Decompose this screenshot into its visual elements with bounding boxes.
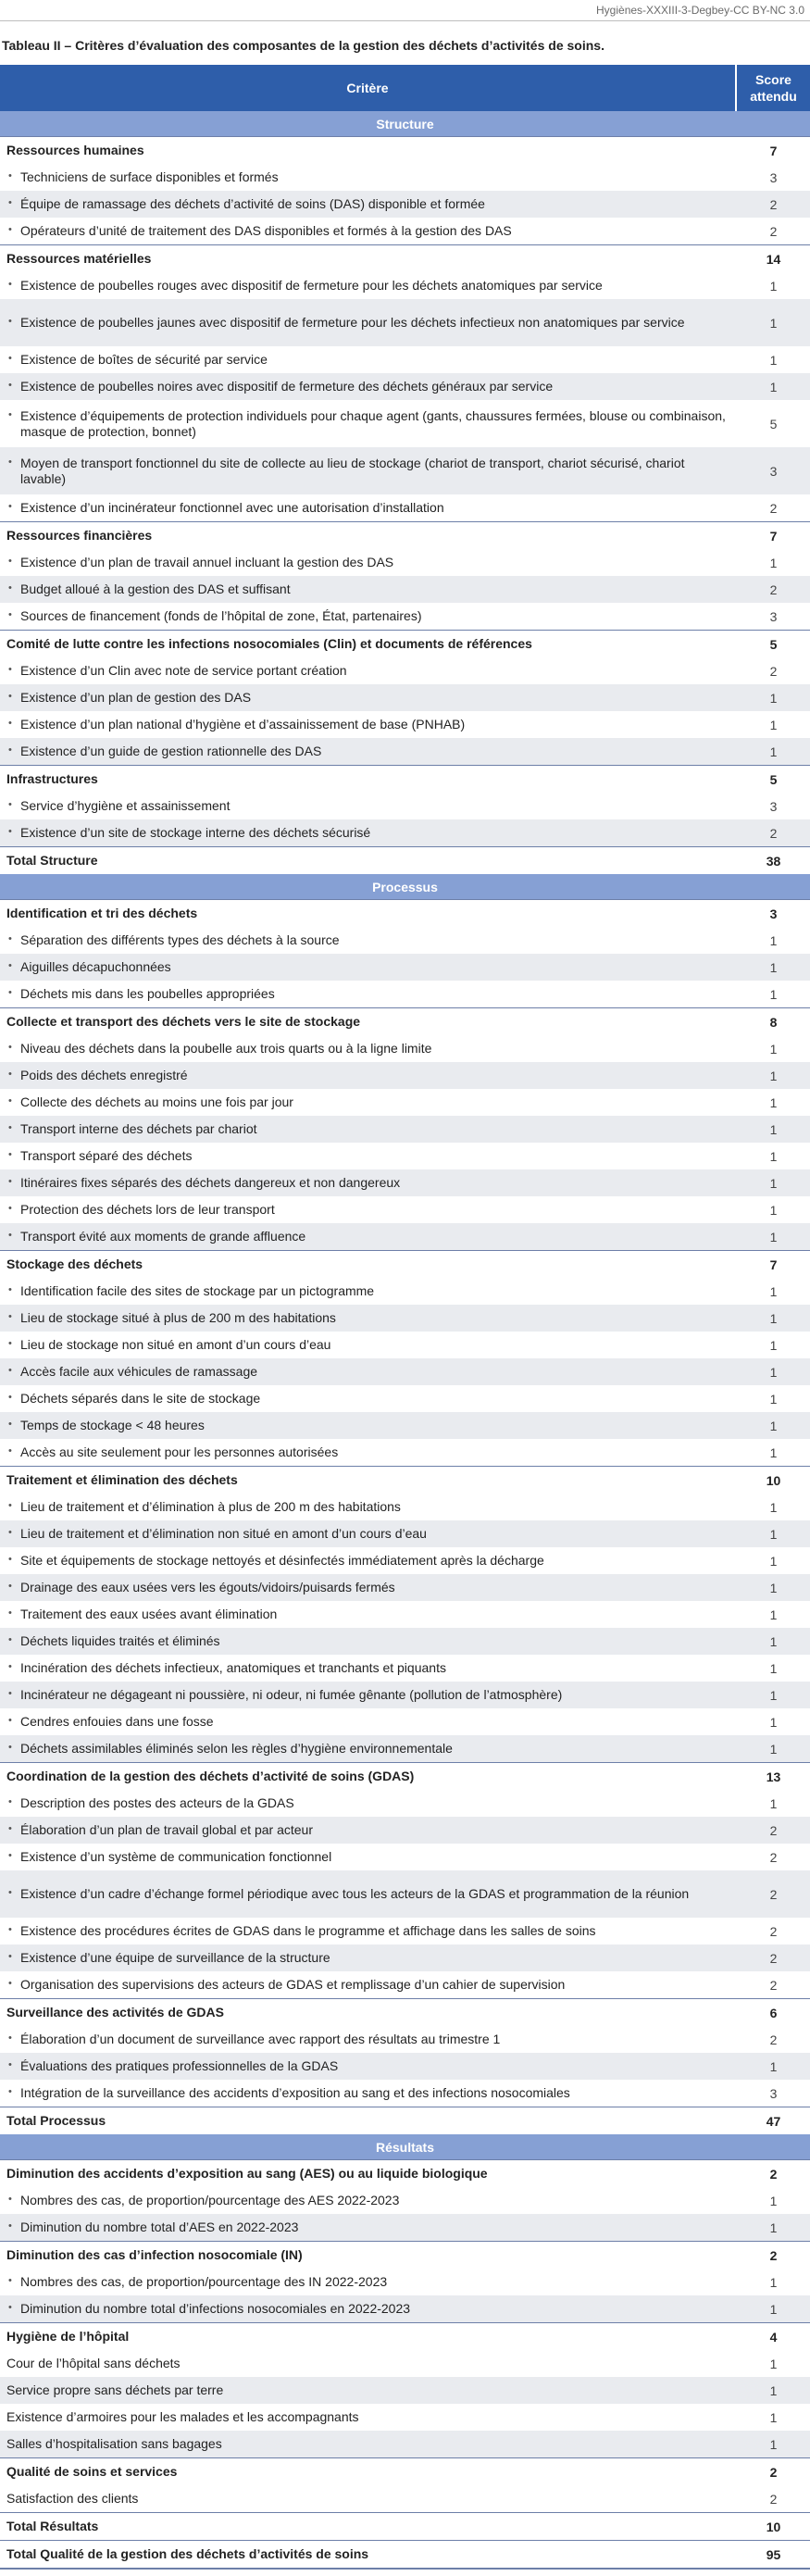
criterion-text: Satisfaction des clients [6, 2491, 139, 2506]
criterion-score: 1 [769, 1526, 778, 1542]
criterion-score: 1 [769, 2409, 778, 2425]
section-total-label: Total Résultats [6, 2519, 99, 2533]
group-name: Qualité de soins et services [6, 2464, 178, 2479]
section-header: Processus [0, 874, 810, 899]
criterion-score: 1 [769, 1283, 778, 1299]
group-row [0, 244, 810, 272]
group-row [0, 1466, 810, 1494]
criterion-text: • Existence d’un Clin avec note de service portant création [0, 660, 737, 682]
criterion-text: • Existence de poubelles noires avec dispositif de fermeture des déchets généraux par service [0, 376, 737, 397]
criterion-score: 1 [769, 1553, 778, 1569]
criterion-row [0, 1494, 810, 1520]
criterion-text: • Lieu de stockage situé à plus de 200 m des habitations [0, 1307, 737, 1329]
criterion-row [0, 1628, 810, 1655]
group-score: 4 [769, 2329, 778, 2345]
section-total-label: Total Structure [6, 853, 98, 868]
criterion-text: • Transport séparé des déchets [0, 1145, 737, 1167]
criterion-score: 1 [769, 2220, 778, 2235]
criterion-text: • Nombres des cas, de proportion/pourcentage des IN 2022-2023 [0, 2271, 737, 2293]
criterion-text: • Niveau des déchets dans la poubelle aux trois quarts ou à la ligne limite [0, 1038, 737, 1059]
criterion-text: • Existence d’un plan national d’hygiène et d’assainissement de base (PNHAB) [0, 714, 737, 735]
criterion-score: 2 [769, 500, 778, 516]
group-score: 2 [769, 2247, 778, 2263]
criterion-score: 2 [769, 825, 778, 841]
group-name: Identification et tri des déchets [6, 906, 198, 920]
criterion-text: • Sources de financement (fonds de l’hôpital de zone, État, partenaires) [0, 606, 737, 627]
criterion-score: 2 [769, 1950, 778, 1966]
group-name: Diminution des cas d’infection nosocomiale (IN) [6, 2247, 303, 2262]
group-row [0, 2322, 810, 2350]
criterion-row [0, 1870, 810, 1918]
criterion-text: • Existence d’un plan de gestion des DAS [0, 687, 737, 708]
criterion-text: • Accès au site seulement pour les personnes autorisées [0, 1442, 737, 1463]
criterion-row [0, 549, 810, 576]
criterion-row [0, 1682, 810, 1708]
criterion-score: 2 [769, 1849, 778, 1865]
group-row [0, 1762, 810, 1790]
criterion-score: 1 [769, 1202, 778, 1218]
group-score: 7 [769, 1257, 778, 1272]
criterion-text: • Incinération des déchets infectieux, anatomiques et tranchants et piquants [0, 1657, 737, 1679]
criterion-row [0, 1143, 810, 1169]
criterion-row [0, 191, 810, 218]
group-row [0, 2457, 810, 2485]
criterion-score: 1 [769, 1148, 778, 1164]
criterion-text: • Description des postes des acteurs de la GDAS [0, 1793, 737, 1814]
section-total-score: 38 [766, 853, 781, 869]
criterion-text: • Collecte des déchets au moins une fois par jour [0, 1092, 737, 1113]
criterion-row [0, 346, 810, 373]
criterion-row [0, 793, 810, 819]
group-score: 5 [769, 771, 778, 787]
criterion-row [0, 400, 810, 447]
criteria-table [0, 65, 810, 2570]
criterion-text: • Identification facile des sites de stockage par un pictogramme [0, 1281, 737, 1302]
criterion-score: 1 [769, 986, 778, 1002]
criterion-text: • Poids des déchets enregistré [0, 1065, 737, 1086]
criterion-score: 1 [769, 2301, 778, 2317]
criterion-row [0, 1062, 810, 1089]
group-row [0, 2241, 810, 2269]
criterion-text: • Déchets mis dans les poubelles appropriées [0, 983, 737, 1005]
criterion-score: 1 [769, 1687, 778, 1703]
criterion-score: 1 [769, 959, 778, 975]
criterion-text: • Existence d’un incinérateur fonctionnel avec une autorisation d’installation [0, 497, 737, 519]
section-total-row [0, 2107, 810, 2134]
criterion-score: 2 [769, 1822, 778, 1838]
criterion-text: • Incinérateur ne dégageant ni poussière, ni odeur, ni fumée gênante (pollution de l’atmosphère) [0, 1684, 737, 1706]
criterion-score: 1 [769, 1094, 778, 1110]
criterion-row [0, 684, 810, 711]
criterion-text: • Nombres des cas, de proportion/pourcentage des AES 2022-2023 [0, 2190, 737, 2211]
criterion-row [0, 1223, 810, 1250]
group-name: Diminution des accidents d’exposition au sang (AES) ou au liquide biologique [6, 2166, 488, 2181]
criterion-text: • Organisation des supervisions des acteurs de GDAS et remplissage d’un cahier de supervision [0, 1974, 737, 1995]
criterion-score: 2 [769, 1977, 778, 1993]
criterion-text: • Transport évité aux moments de grande affluence [0, 1226, 737, 1247]
criterion-row [0, 1601, 810, 1628]
criterion-row [0, 1574, 810, 1601]
criterion-text: • Déchets assimilables éliminés selon les règles d’hygiène environnementale [0, 1738, 737, 1759]
criterion-row [0, 927, 810, 954]
running-header-text: Hygiènes-XXXIII-3-Degbey-CC BY-NC 3.0 [596, 4, 804, 17]
criterion-row [0, 2187, 810, 2214]
criterion-text: • Existence d’un système de communication fonctionnel [0, 1846, 737, 1868]
criterion-row [0, 1116, 810, 1143]
criterion-text: • Équipe de ramassage des déchets d’activité de soins (DAS) disponible et formée [0, 194, 737, 215]
group-row [0, 2159, 810, 2187]
criterion-row [0, 447, 810, 494]
group-row [0, 521, 810, 549]
criterion-score: 3 [769, 463, 778, 479]
section-header: Structure [0, 111, 810, 136]
criterion-text: • Diminution du nombre total d’AES en 2022-2023 [0, 2217, 737, 2238]
criterion-row [0, 657, 810, 684]
group-row [0, 630, 810, 657]
criterion-row [0, 2404, 810, 2431]
group-row [0, 136, 810, 164]
criterion-score: 1 [769, 2058, 778, 2074]
criterion-row [0, 299, 810, 346]
criterion-row [0, 1358, 810, 1385]
grand-total-label: Total Qualité de la gestion des déchets d’activités de soins [6, 2546, 369, 2561]
table-header [0, 65, 810, 111]
header-rule [0, 20, 810, 21]
criterion-row [0, 1735, 810, 1762]
grand-total-row [0, 2540, 810, 2570]
criterion-text: • Existence des procédures écrites de GDAS dans le programme et affichage dans les salles de soins [0, 1920, 737, 1942]
criterion-row [0, 1790, 810, 1817]
criterion-text: • Existence d’équipements de protection individuels pour chaque agent (gants, chaussures fermées, blouse ou combinaison, masque de protection, bonnet) [0, 406, 737, 443]
criterion-row [0, 1035, 810, 1062]
criterion-text: • Site et équipements de stockage nettoyés et désinfectés immédiatement après la décharge [0, 1550, 737, 1571]
running-header [0, 0, 810, 23]
criterion-score: 2 [769, 1886, 778, 1902]
criterion-text: • Budget alloué à la gestion des DAS et suffisant [0, 579, 737, 600]
criterion-text: • Existence de poubelles rouges avec dispositif de fermeture pour les déchets anatomiques par service [0, 275, 737, 296]
criterion-row [0, 2350, 810, 2377]
criterion-row [0, 576, 810, 603]
criterion-score: 1 [769, 2382, 778, 2398]
criterion-text: • Existence d’un guide de gestion rationnelle des DAS [0, 741, 737, 762]
criterion-row [0, 2269, 810, 2295]
criterion-row [0, 954, 810, 981]
section-total-row [0, 846, 810, 874]
criterion-score: 1 [769, 315, 778, 331]
group-name: Stockage des déchets [6, 1257, 143, 1271]
criterion-row [0, 1332, 810, 1358]
group-name: Comité de lutte contre les infections nosocomiales (Clin) et documents de références [6, 636, 532, 651]
criterion-row [0, 2377, 810, 2404]
group-score: 10 [766, 1472, 781, 1488]
criterion-text: • Drainage des eaux usées vers les égouts/vidoirs/puisards fermés [0, 1577, 737, 1598]
criterion-row [0, 1439, 810, 1466]
criterion-score: 1 [769, 1337, 778, 1353]
criterion-score: 1 [769, 717, 778, 732]
criterion-score: 1 [769, 1310, 778, 1326]
criterion-score: 1 [769, 1633, 778, 1649]
criterion-score: 2 [769, 1923, 778, 1939]
criterion-row [0, 373, 810, 400]
criterion-score: 1 [769, 1121, 778, 1137]
criterion-text: • Déchets séparés dans le site de stockage [0, 1388, 737, 1409]
criterion-row [0, 1305, 810, 1332]
criterion-score: 1 [769, 932, 778, 948]
group-name: Ressources humaines [6, 143, 144, 157]
criterion-text: • Évaluations des pratiques professionnelles de la GDAS [0, 2056, 737, 2077]
criterion-text: • Techniciens de surface disponibles et formés [0, 167, 737, 188]
criterion-score: 3 [769, 2085, 778, 2101]
criterion-score: 2 [769, 223, 778, 239]
column-header-critere: Critère [0, 65, 737, 111]
criterion-text: • Élaboration d’un plan de travail global et par acteur [0, 1819, 737, 1841]
criterion-text: Service propre sans déchets par terre [6, 2382, 224, 2397]
criterion-row [0, 2026, 810, 2053]
criterion-row [0, 819, 810, 846]
criterion-row [0, 218, 810, 244]
criterion-text: • Existence de boîtes de sécurité par service [0, 349, 737, 370]
criterion-text: • Séparation des différents types des déchets à la source [0, 930, 737, 951]
criterion-score: 1 [769, 690, 778, 706]
criterion-row [0, 1945, 810, 1971]
criterion-score: 3 [769, 608, 778, 624]
group-score: 13 [766, 1769, 781, 1784]
criterion-score: 1 [769, 1714, 778, 1730]
criterion-text: • Temps de stockage < 48 heures [0, 1415, 737, 1436]
group-score: 14 [766, 251, 781, 267]
criterion-row [0, 1385, 810, 1412]
criterion-score: 1 [769, 1391, 778, 1407]
criterion-score: 1 [769, 1068, 778, 1083]
group-name: Infrastructures [6, 771, 98, 786]
criterion-score: 1 [769, 2193, 778, 2208]
criterion-text: • Diminution du nombre total d’infections nosocomiales en 2022-2023 [0, 2298, 737, 2320]
section-total-score: 47 [766, 2113, 781, 2129]
criterion-row [0, 1655, 810, 1682]
criterion-row [0, 494, 810, 521]
criterion-text: Existence d’armoires pour les malades et les accompagnants [6, 2409, 359, 2424]
criterion-row [0, 272, 810, 299]
criterion-score: 1 [769, 379, 778, 394]
criterion-row [0, 981, 810, 1007]
criterion-row [0, 738, 810, 765]
criterion-text: • Lieu de traitement et d’élimination à plus de 200 m des habitations [0, 1496, 737, 1518]
criterion-text: • Traitement des eaux usées avant élimination [0, 1604, 737, 1625]
criterion-score: 1 [769, 278, 778, 294]
group-name: Ressources financières [6, 528, 153, 543]
criterion-score: 2 [769, 2491, 778, 2507]
group-score: 6 [769, 2005, 778, 2020]
criterion-text: • Protection des déchets lors de leur transport [0, 1199, 737, 1220]
criterion-text: • Existence d’un cadre d’échange formel périodique avec tous les acteurs de la GDAS et programmation de la réunion [0, 1883, 737, 1905]
criterion-row [0, 2053, 810, 2080]
column-header-score: Score attendu [750, 72, 797, 104]
criterion-row [0, 603, 810, 630]
criterion-row [0, 1844, 810, 1870]
criterion-text: • Lieu de stockage non situé en amont d’un cours d’eau [0, 1334, 737, 1356]
criterion-score: 1 [769, 1580, 778, 1595]
section-header: Résultats [0, 2134, 810, 2159]
criterion-row [0, 2295, 810, 2322]
criterion-score: 1 [769, 1364, 778, 1380]
criterion-row [0, 711, 810, 738]
group-score: 7 [769, 528, 778, 544]
criterion-text: • Accès facile aux véhicules de ramassage [0, 1361, 737, 1382]
criterion-score: 1 [769, 1607, 778, 1622]
group-score: 8 [769, 1014, 778, 1030]
criterion-score: 2 [769, 581, 778, 597]
criterion-row [0, 1196, 810, 1223]
criterion-text: • Aiguilles décapuchonnées [0, 957, 737, 978]
criterion-row [0, 1089, 810, 1116]
group-name: Coordination de la gestion des déchets d’activité de soins (GDAS) [6, 1769, 415, 1783]
criterion-text: • Intégration de la surveillance des accidents d’exposition au sang et des infections nosocomiales [0, 2082, 737, 2104]
criterion-score: 1 [769, 555, 778, 570]
group-name: Hygiène de l’hôpital [6, 2329, 130, 2344]
criterion-score: 1 [769, 1175, 778, 1191]
group-row [0, 899, 810, 927]
section-total-label: Total Processus [6, 2113, 106, 2128]
criterion-text: Cour de l’hôpital sans déchets [6, 2356, 181, 2370]
criterion-text: • Moyen de transport fonctionnel du site de collecte au lieu de stockage (chariot de transport, chariot sécurisé, chariot lavable) [0, 453, 737, 490]
criterion-text: • Existence d’un plan de travail annuel incluant la gestion des DAS [0, 552, 737, 573]
group-row [0, 765, 810, 793]
criterion-score: 2 [769, 2032, 778, 2047]
criterion-text: • Déchets liquides traités et éliminés [0, 1631, 737, 1652]
criterion-score: 1 [769, 1499, 778, 1515]
criterion-row [0, 1918, 810, 1945]
criterion-text: • Existence d’une équipe de surveillance de la structure [0, 1947, 737, 1969]
criterion-text: • Lieu de traitement et d’élimination non situé en amont d’un cours d’eau [0, 1523, 737, 1544]
criterion-text: • Opérateurs d’unité de traitement des DAS disponibles et formés à la gestion des DAS [0, 220, 737, 242]
criterion-text: • Existence de poubelles jaunes avec dispositif de fermeture pour les déchets infectieux non anatomiques par service [0, 312, 737, 333]
criterion-score: 3 [769, 169, 778, 185]
criterion-row [0, 2080, 810, 2107]
group-score: 2 [769, 2166, 778, 2182]
group-name: Surveillance des activités de GDAS [6, 2005, 224, 2020]
table-body [0, 111, 810, 2570]
criterion-score: 1 [769, 352, 778, 368]
criterion-row [0, 1708, 810, 1735]
criterion-text: • Service d’hygiène et assainissement [0, 795, 737, 817]
section-total-score: 10 [766, 2519, 781, 2534]
criterion-row [0, 2485, 810, 2512]
group-score: 3 [769, 906, 778, 921]
criterion-score: 1 [769, 744, 778, 759]
criterion-text: Salles d’hospitalisation sans bagages [6, 2436, 222, 2451]
criterion-score: 1 [769, 1041, 778, 1057]
criterion-text: • Cendres enfouies dans une fosse [0, 1711, 737, 1732]
group-score: 7 [769, 143, 778, 158]
group-name: Traitement et élimination des déchets [6, 1472, 238, 1487]
criterion-score: 1 [769, 2436, 778, 2452]
table-caption: Tableau II – Critères d’évaluation des composantes de la gestion des déchets d’activités de soins. [2, 38, 604, 53]
criterion-row [0, 1169, 810, 1196]
criterion-row [0, 1547, 810, 1574]
criterion-text: • Existence d’un site de stockage interne des déchets sécurisé [0, 822, 737, 844]
group-score: 5 [769, 636, 778, 652]
criterion-row [0, 1971, 810, 1998]
criterion-score: 3 [769, 798, 778, 814]
group-score: 2 [769, 2464, 778, 2480]
criterion-score: 2 [769, 663, 778, 679]
criterion-score: 1 [769, 1795, 778, 1811]
criterion-score: 1 [769, 2274, 778, 2290]
criterion-score: 1 [769, 2356, 778, 2371]
section-total-row [0, 2512, 810, 2540]
criterion-text: • Élaboration d’un document de surveillance avec rapport des résultats au trimestre 1 [0, 2029, 737, 2050]
criterion-score: 2 [769, 196, 778, 212]
criterion-score: 1 [769, 1444, 778, 1460]
criterion-row [0, 1817, 810, 1844]
group-name: Collecte et transport des déchets vers le site de stockage [6, 1014, 361, 1029]
criterion-row [0, 1412, 810, 1439]
criterion-row [0, 1278, 810, 1305]
group-row [0, 1998, 810, 2026]
criterion-text: • Itinéraires fixes séparés des déchets dangereux et non dangereux [0, 1172, 737, 1194]
criterion-score: 1 [769, 1418, 778, 1433]
group-name: Ressources matérielles [6, 251, 152, 266]
criterion-text: • Transport interne des déchets par chariot [0, 1119, 737, 1140]
group-row [0, 1007, 810, 1035]
criterion-score: 1 [769, 1660, 778, 1676]
criterion-row [0, 2214, 810, 2241]
group-row [0, 1250, 810, 1278]
criterion-row [0, 2431, 810, 2457]
criterion-row [0, 1520, 810, 1547]
criterion-row [0, 164, 810, 191]
grand-total-score: 95 [766, 2546, 781, 2562]
criterion-score: 5 [769, 416, 778, 431]
criterion-score: 1 [769, 1741, 778, 1757]
criterion-score: 1 [769, 1229, 778, 1244]
